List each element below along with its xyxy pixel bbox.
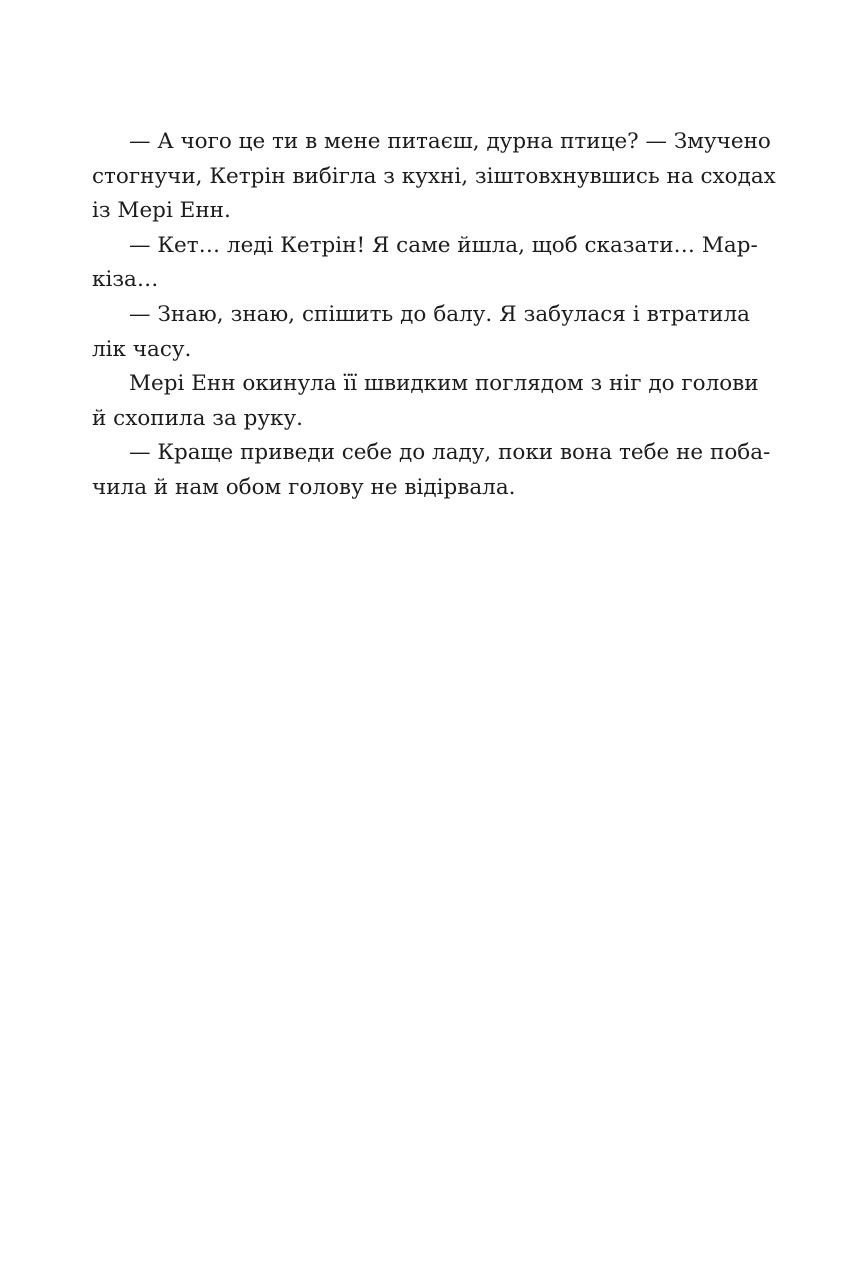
text-line: — Краще приведи себе до ладу, поки вона тебе не поба- [129, 440, 771, 466]
text-line: із Мері Енн. [92, 198, 231, 224]
paragraph [92, 436, 771, 505]
text-line: Мері Енн окинула її швидким поглядом з ніг до голови [129, 371, 759, 397]
paragraph [92, 229, 758, 298]
paragraph [92, 298, 750, 367]
text-line: кіза… [92, 267, 159, 293]
body-text [92, 125, 776, 506]
text-line: й схопила за руку. [92, 405, 303, 431]
paragraph [92, 367, 759, 436]
text-line: чила й нам обом голову не відірвала. [92, 474, 516, 500]
paragraph [92, 125, 776, 229]
text-line: — А чого це ти в мене питаєш, дурна птице? — Змучено [129, 129, 771, 154]
text-line: лік часу. [92, 336, 192, 362]
text-line: — Знаю, знаю, спішить до балу. Я забулася і втратила [129, 301, 750, 327]
text-line: стогнучи, Кетрін вибігла з кухні, зіштовхнувшись на сходах [92, 163, 776, 189]
text-line: — Кет… леді Кетрін! Я саме йшла, щоб сказати… Мар- [129, 232, 758, 258]
